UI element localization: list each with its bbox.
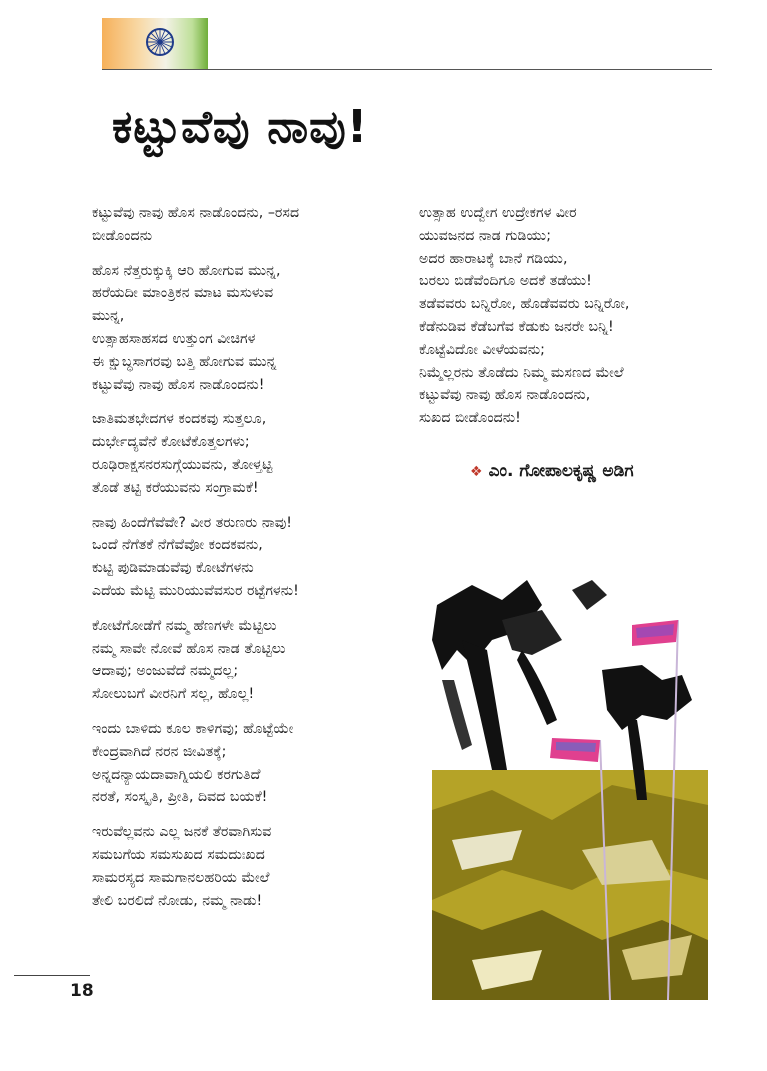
poem-line: ಸುಖದ ಬೀಡೊಂದನು! bbox=[419, 410, 521, 427]
poem-line: ಎದೆಯ ಮೆಟ್ಟಿ ಮುರಿಯುವೆವಸುರ ರಟ್ಟೆಗಳನು! bbox=[92, 582, 299, 599]
poem-line: ನಿಮ್ಮೆಲ್ಲರನು ತೊಡೆದು ನಿಮ್ಮ ಮಸಣದ ಮೇಲೆ bbox=[419, 364, 624, 381]
stanza bbox=[92, 260, 412, 397]
stanza bbox=[92, 202, 412, 248]
stanza bbox=[92, 821, 412, 912]
poem-line: ಬರಲು ಬಿಡೆವೆಂದಿಗೂ ಅದಕೆ ತಡೆಯು! bbox=[419, 273, 592, 290]
poem-line: ಬೀಡೊಂದನು bbox=[92, 227, 153, 244]
poem-line: ಕಟ್ಟುವೆವು ನಾವು ಹೊಸ ನಾಡೊಂದನು, bbox=[419, 387, 591, 404]
header-flag-logo bbox=[102, 18, 208, 70]
poem-line: ಒಂದೆ ನೆಗೆತಕೆ ನೆಗೆವೆವೋ ಕಂದಕವನು, bbox=[92, 537, 263, 554]
poem-line: ಸಾಮರಸ್ಯದ ಸಾಮಗಾನಲಹರಿಯ ಮೇಲೆ bbox=[92, 869, 270, 886]
poem-illustration bbox=[432, 580, 708, 1000]
poem-left-column bbox=[92, 202, 412, 924]
poem-line: ಇಂದು ಬಾಳಿದು ಕೂಲ ಕಾಳಿಗವು; ಹೊಟ್ಟೆಯೇ bbox=[92, 720, 294, 737]
flag-chakra-icon bbox=[102, 18, 208, 70]
poem-line: ಉತ್ಸಾಹಸಾಹಸದ ಉತ್ತುಂಗ ವೀಚಿಗಳ bbox=[92, 330, 256, 347]
poem-line: ತಡೆವವರು ಬನ್ನಿರೋ, ಹೊಡೆವವರು ಬನ್ನಿರೋ, bbox=[419, 296, 630, 313]
illustration-image bbox=[432, 580, 708, 1000]
poem-line: ಕೆಡೆನುಡಿವ ಕೆಡೆಬಗೆವ ಕೆಡುಕು ಜನರೇ ಬನ್ನಿ! bbox=[419, 318, 614, 335]
poem-line: ಜಾತಿಮತಭೇದಗಳ ಕಂದಕವು ಸುತ್ತಲೂ, bbox=[92, 411, 267, 428]
poem-line: ಅನ್ನದನ್ಯಾಯದಾವಾಗ್ನಿಯಲಿ ಕರಗುತಿದೆ bbox=[92, 766, 261, 783]
poem-line: ಹೊಸ ನೆತ್ತರುಕ್ಕುಕ್ಕಿ ಆರಿ ಹೋಗುವ ಮುನ್ನ, bbox=[92, 262, 281, 279]
poem-line: ನಾವು ಹಿಂದೆಗೆವೆವೇ? ವೀರ ತರುಣರು ನಾವು! bbox=[92, 514, 292, 531]
poem-line: ಸೋಲುಬಗೆ ವೀರನಿಗೆ ಸಲ್ಲ, ಹೊಲ್ಲ! bbox=[92, 686, 255, 703]
poem-line: ಅದರ ಹಾರಾಟಕ್ಕೆ ಬಾನೆ ಗಡಿಯು, bbox=[419, 250, 568, 267]
poem-line: ಸಮಬಗೆಯ ಸಮಸುಖದ ಸಮದುಃಖದ bbox=[92, 846, 265, 863]
stanza bbox=[92, 718, 412, 809]
author-byline bbox=[470, 461, 634, 481]
poem-title: ಕಟ್ಟುವೆವು ನಾವು! bbox=[112, 100, 369, 153]
footer-rule bbox=[14, 975, 90, 976]
poem-line: ಕೋಟೆಗೋಡೆಗೆ ನಮ್ಮ ಹೆಣಗಳೇ ಮೆಟ್ಟಿಲು bbox=[92, 617, 277, 634]
diamond-icon: ❖ bbox=[470, 464, 483, 480]
header-rule bbox=[102, 69, 712, 70]
poem-line: ಉತ್ಸಾಹ ಉದ್ವೇಗ ಉದ್ರೇಕಗಳ ವೀರ bbox=[419, 205, 577, 221]
poem-line: ಕಟ್ಟುವೆವು ನಾವು ಹೊಸ ನಾಡೊಂದನು, –ರಸದ bbox=[92, 205, 300, 221]
poem-line: ಕುಟ್ಟಿ ಪುಡಿಮಾಡುವೆವು ಕೋಟೆಗಳನು bbox=[92, 560, 254, 577]
poem-line: ಇರುವೆಲ್ಲವನು ಎಲ್ಲ ಜನಕೆ ತೆರವಾಗಿಸುವ bbox=[92, 824, 272, 841]
poem-line: ಹರೆಯದೀ ಮಾಂತ್ರಿಕನ ಮಾಟ ಮಸುಳುವ bbox=[92, 285, 274, 302]
poem-line: ಕೇಂದ್ರವಾಗಿದೆ ನರನ ಜೀವಿತಕ್ಕೆ; bbox=[92, 743, 227, 760]
poem-line: ಯುವಜನದ ನಾಡ ಗುಡಿಯು; bbox=[419, 227, 551, 244]
stanza bbox=[419, 202, 729, 430]
poem-right-column bbox=[419, 202, 729, 442]
stanza bbox=[92, 615, 412, 706]
poem-line: ತೇಲಿ ಬರಲಿದೆ ನೋಡು, ನಮ್ಮ ನಾಡು! bbox=[92, 892, 263, 909]
poem-line: ಕೊಟ್ಟೆವಿದೋ ವೀಳೆಯವನು; bbox=[419, 341, 545, 358]
poem-line: ರೂಢಿರಾಕ್ಷಸನರಸುಗ್ಗೆಯುವನು, ತೋಳ್ತಟ್ಟಿ bbox=[92, 456, 273, 473]
stanza bbox=[92, 408, 412, 499]
author-name: ಎಂ. ಗೋಪಾಲಕೃಷ್ಣ ಅಡಿಗ bbox=[488, 461, 634, 481]
poem-line: ಆದಾವು; ಅಂಜುವೆದೆ ನಮ್ಮದಲ್ಲ; bbox=[92, 663, 239, 680]
poem-line: ಮುನ್ನ, bbox=[92, 308, 125, 325]
poem-line: ತೊಡೆ ತಟ್ಟಿ ಕರೆಯುವನು ಸಂಗ್ರಾಮಕೆ! bbox=[92, 479, 259, 496]
poem-line: ಈ ಕ್ಷುಬ್ಧಸಾಗರವು ಬತ್ತಿ ಹೋಗುವ ಮುನ್ನ bbox=[92, 353, 277, 370]
poem-line: ನರತೆ, ಸಂಸ್ಕೃತಿ, ಪ್ರೀತಿ, ದಿವದ ಬಯಕೆ! bbox=[92, 789, 268, 806]
poem-line: ಕಟ್ಟುವೆವು ನಾವು ಹೊಸ ನಾಡೊಂದನು! bbox=[92, 376, 265, 393]
stanza bbox=[92, 512, 412, 603]
poem-line: ನಮ್ಮ ಸಾವೇ ನೋವೆ ಹೊಸ ನಾಡ ತೊಟ್ಟಿಲು bbox=[92, 640, 286, 657]
page-number: 18 bbox=[70, 981, 94, 1001]
poem-line: ದುರ್ಭೇದ್ಯವೆನೆ ಕೋಟೆಕೊತ್ತಲಗಳು; bbox=[92, 434, 250, 451]
